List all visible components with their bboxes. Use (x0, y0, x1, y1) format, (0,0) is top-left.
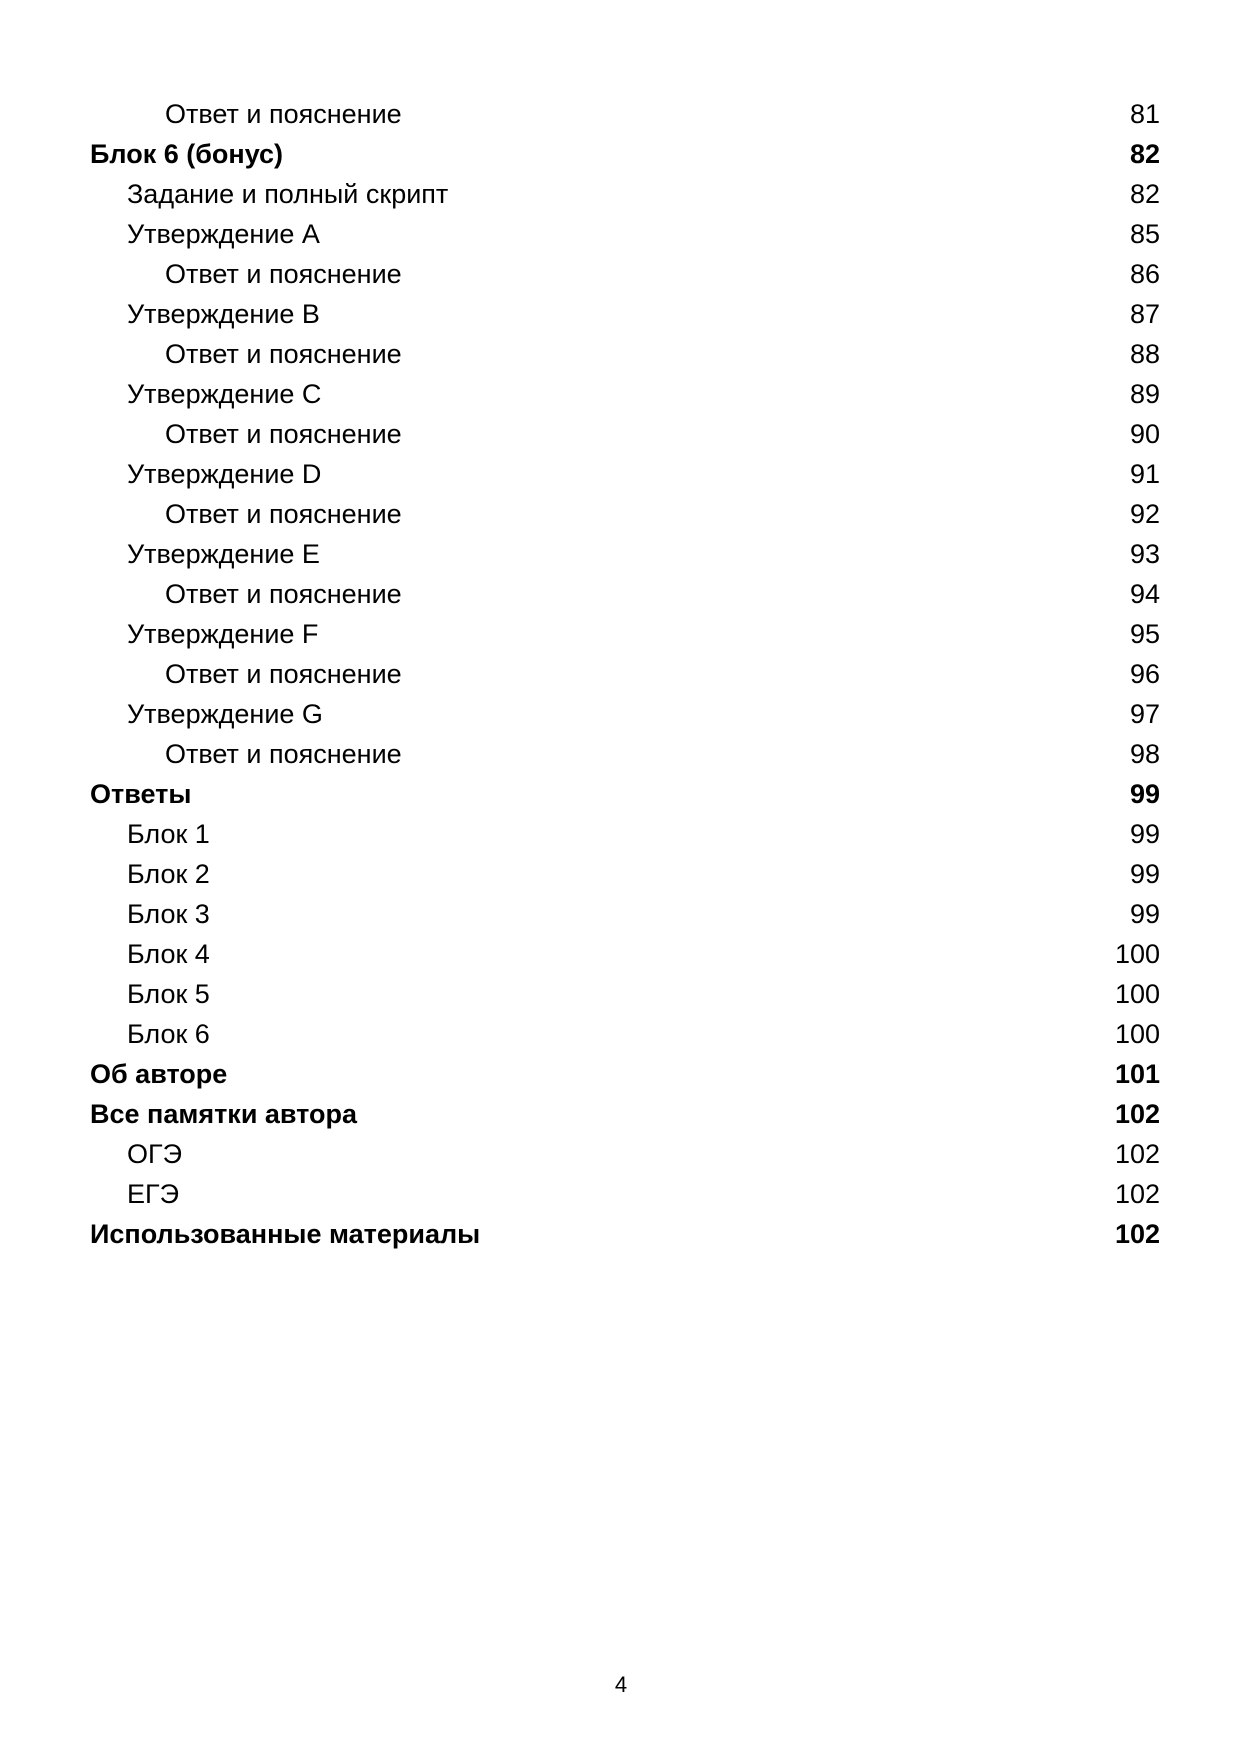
toc-entry[interactable] (90, 214, 1160, 254)
toc-entry-page: 102 (1114, 1139, 1160, 1169)
toc-entry-label: Утверждение F (127, 619, 319, 649)
toc-entry[interactable] (90, 574, 1160, 614)
toc-entry-page: 86 (1129, 259, 1160, 289)
toc-entry-page: 102 (1114, 1219, 1160, 1249)
toc-entry-page: 97 (1129, 699, 1160, 729)
toc-entry-label: Ответ и пояснение (165, 259, 402, 289)
toc-entry[interactable] (90, 454, 1160, 494)
toc-entry-label: ЕГЭ (127, 1179, 180, 1209)
toc-entry-page: 100 (1114, 979, 1160, 1009)
toc-entry-page: 100 (1114, 1019, 1160, 1049)
toc-entry[interactable] (90, 174, 1160, 214)
toc-entry-label: ОГЭ (127, 1139, 183, 1169)
toc-entry-page: 81 (1129, 99, 1160, 129)
toc-entry[interactable] (90, 94, 1160, 134)
toc-entry-page: 99 (1129, 859, 1160, 889)
toc-entry-page: 91 (1129, 459, 1160, 489)
toc-entry-label: Ответ и пояснение (165, 99, 402, 129)
toc-entry[interactable] (90, 654, 1160, 694)
toc-entry-label: Ответ и пояснение (165, 659, 402, 689)
toc-entry-label: Утверждение A (127, 219, 320, 249)
toc-entry[interactable] (90, 774, 1160, 814)
toc-entry-label: Блок 2 (127, 859, 210, 889)
toc-entry[interactable] (90, 1094, 1160, 1134)
toc-entry-label: Об авторе (90, 1059, 228, 1089)
toc-entry[interactable] (90, 534, 1160, 574)
toc-entry[interactable] (90, 934, 1160, 974)
toc-entry-page: 101 (1114, 1059, 1160, 1089)
toc-entry[interactable] (90, 614, 1160, 654)
toc-entry-page: 89 (1129, 379, 1160, 409)
toc-entry[interactable] (90, 294, 1160, 334)
toc-entry-label: Блок 5 (127, 979, 210, 1009)
toc-entry-page: 94 (1129, 579, 1160, 609)
toc-entry-page: 87 (1129, 299, 1160, 329)
toc-entry-label: Утверждение D (127, 459, 322, 489)
toc-entry-page: 90 (1129, 419, 1160, 449)
toc-entry-page: 85 (1129, 219, 1160, 249)
toc-entry-label: Все памятки автора (90, 1099, 358, 1129)
toc-entry-label: Блок 6 (бонус) (90, 139, 284, 169)
toc-entry[interactable] (90, 1054, 1160, 1094)
toc-entry[interactable] (90, 814, 1160, 854)
toc-entry-page: 96 (1129, 659, 1160, 689)
toc-entry[interactable] (90, 1134, 1160, 1174)
toc-entry-label: Ответы (90, 779, 192, 809)
toc-entry-page: 93 (1129, 539, 1160, 569)
toc-entry-label: Ответ и пояснение (165, 739, 402, 769)
toc-entry-label: Ответ и пояснение (165, 499, 402, 529)
toc-entry-page: 98 (1129, 739, 1160, 769)
toc-entry-page: 88 (1129, 339, 1160, 369)
toc-entry[interactable] (90, 854, 1160, 894)
toc-entry[interactable] (90, 414, 1160, 454)
toc-entry[interactable] (90, 254, 1160, 294)
toc-entry[interactable] (90, 134, 1160, 174)
toc-entry-page: 99 (1129, 779, 1160, 809)
toc-entry-label: Утверждение E (127, 539, 320, 569)
toc-entry-page: 102 (1114, 1179, 1160, 1209)
toc-entry[interactable] (90, 894, 1160, 934)
toc-entry[interactable] (90, 374, 1160, 414)
toc-entry-page: 99 (1129, 899, 1160, 929)
toc-entry[interactable] (90, 1014, 1160, 1054)
toc-entry-label: Блок 6 (127, 1019, 210, 1049)
page-number: 4 (614, 1672, 628, 1697)
toc-entry-label: Ответ и пояснение (165, 579, 402, 609)
toc-entry-label: Использованные материалы (90, 1219, 481, 1249)
toc-entry-label: Утверждение G (127, 699, 323, 729)
table-of-contents (90, 94, 1160, 1254)
toc-entry[interactable] (90, 734, 1160, 774)
toc-entry[interactable] (90, 1174, 1160, 1214)
toc-entry-label: Блок 3 (127, 899, 210, 929)
toc-entry-page: 82 (1129, 179, 1160, 209)
toc-entry-label: Блок 1 (127, 819, 210, 849)
toc-entry[interactable] (90, 1214, 1160, 1254)
toc-entry-page: 92 (1129, 499, 1160, 529)
toc-entry-label: Задание и полный скрипт (127, 179, 449, 209)
toc-entry-page: 102 (1114, 1099, 1160, 1129)
toc-entry[interactable] (90, 694, 1160, 734)
toc-entry[interactable] (90, 494, 1160, 534)
toc-entry-label: Ответ и пояснение (165, 419, 402, 449)
toc-entry-page: 95 (1129, 619, 1160, 649)
toc-entry-label: Утверждение B (127, 299, 320, 329)
toc-entry-page: 99 (1129, 819, 1160, 849)
toc-entry-label: Ответ и пояснение (165, 339, 402, 369)
toc-entry[interactable] (90, 334, 1160, 374)
toc-entry-label: Блок 4 (127, 939, 210, 969)
toc-entry[interactable] (90, 974, 1160, 1014)
toc-entry-page: 100 (1114, 939, 1160, 969)
toc-entry-page: 82 (1129, 139, 1160, 169)
toc-entry-label: Утверждение C (127, 379, 322, 409)
